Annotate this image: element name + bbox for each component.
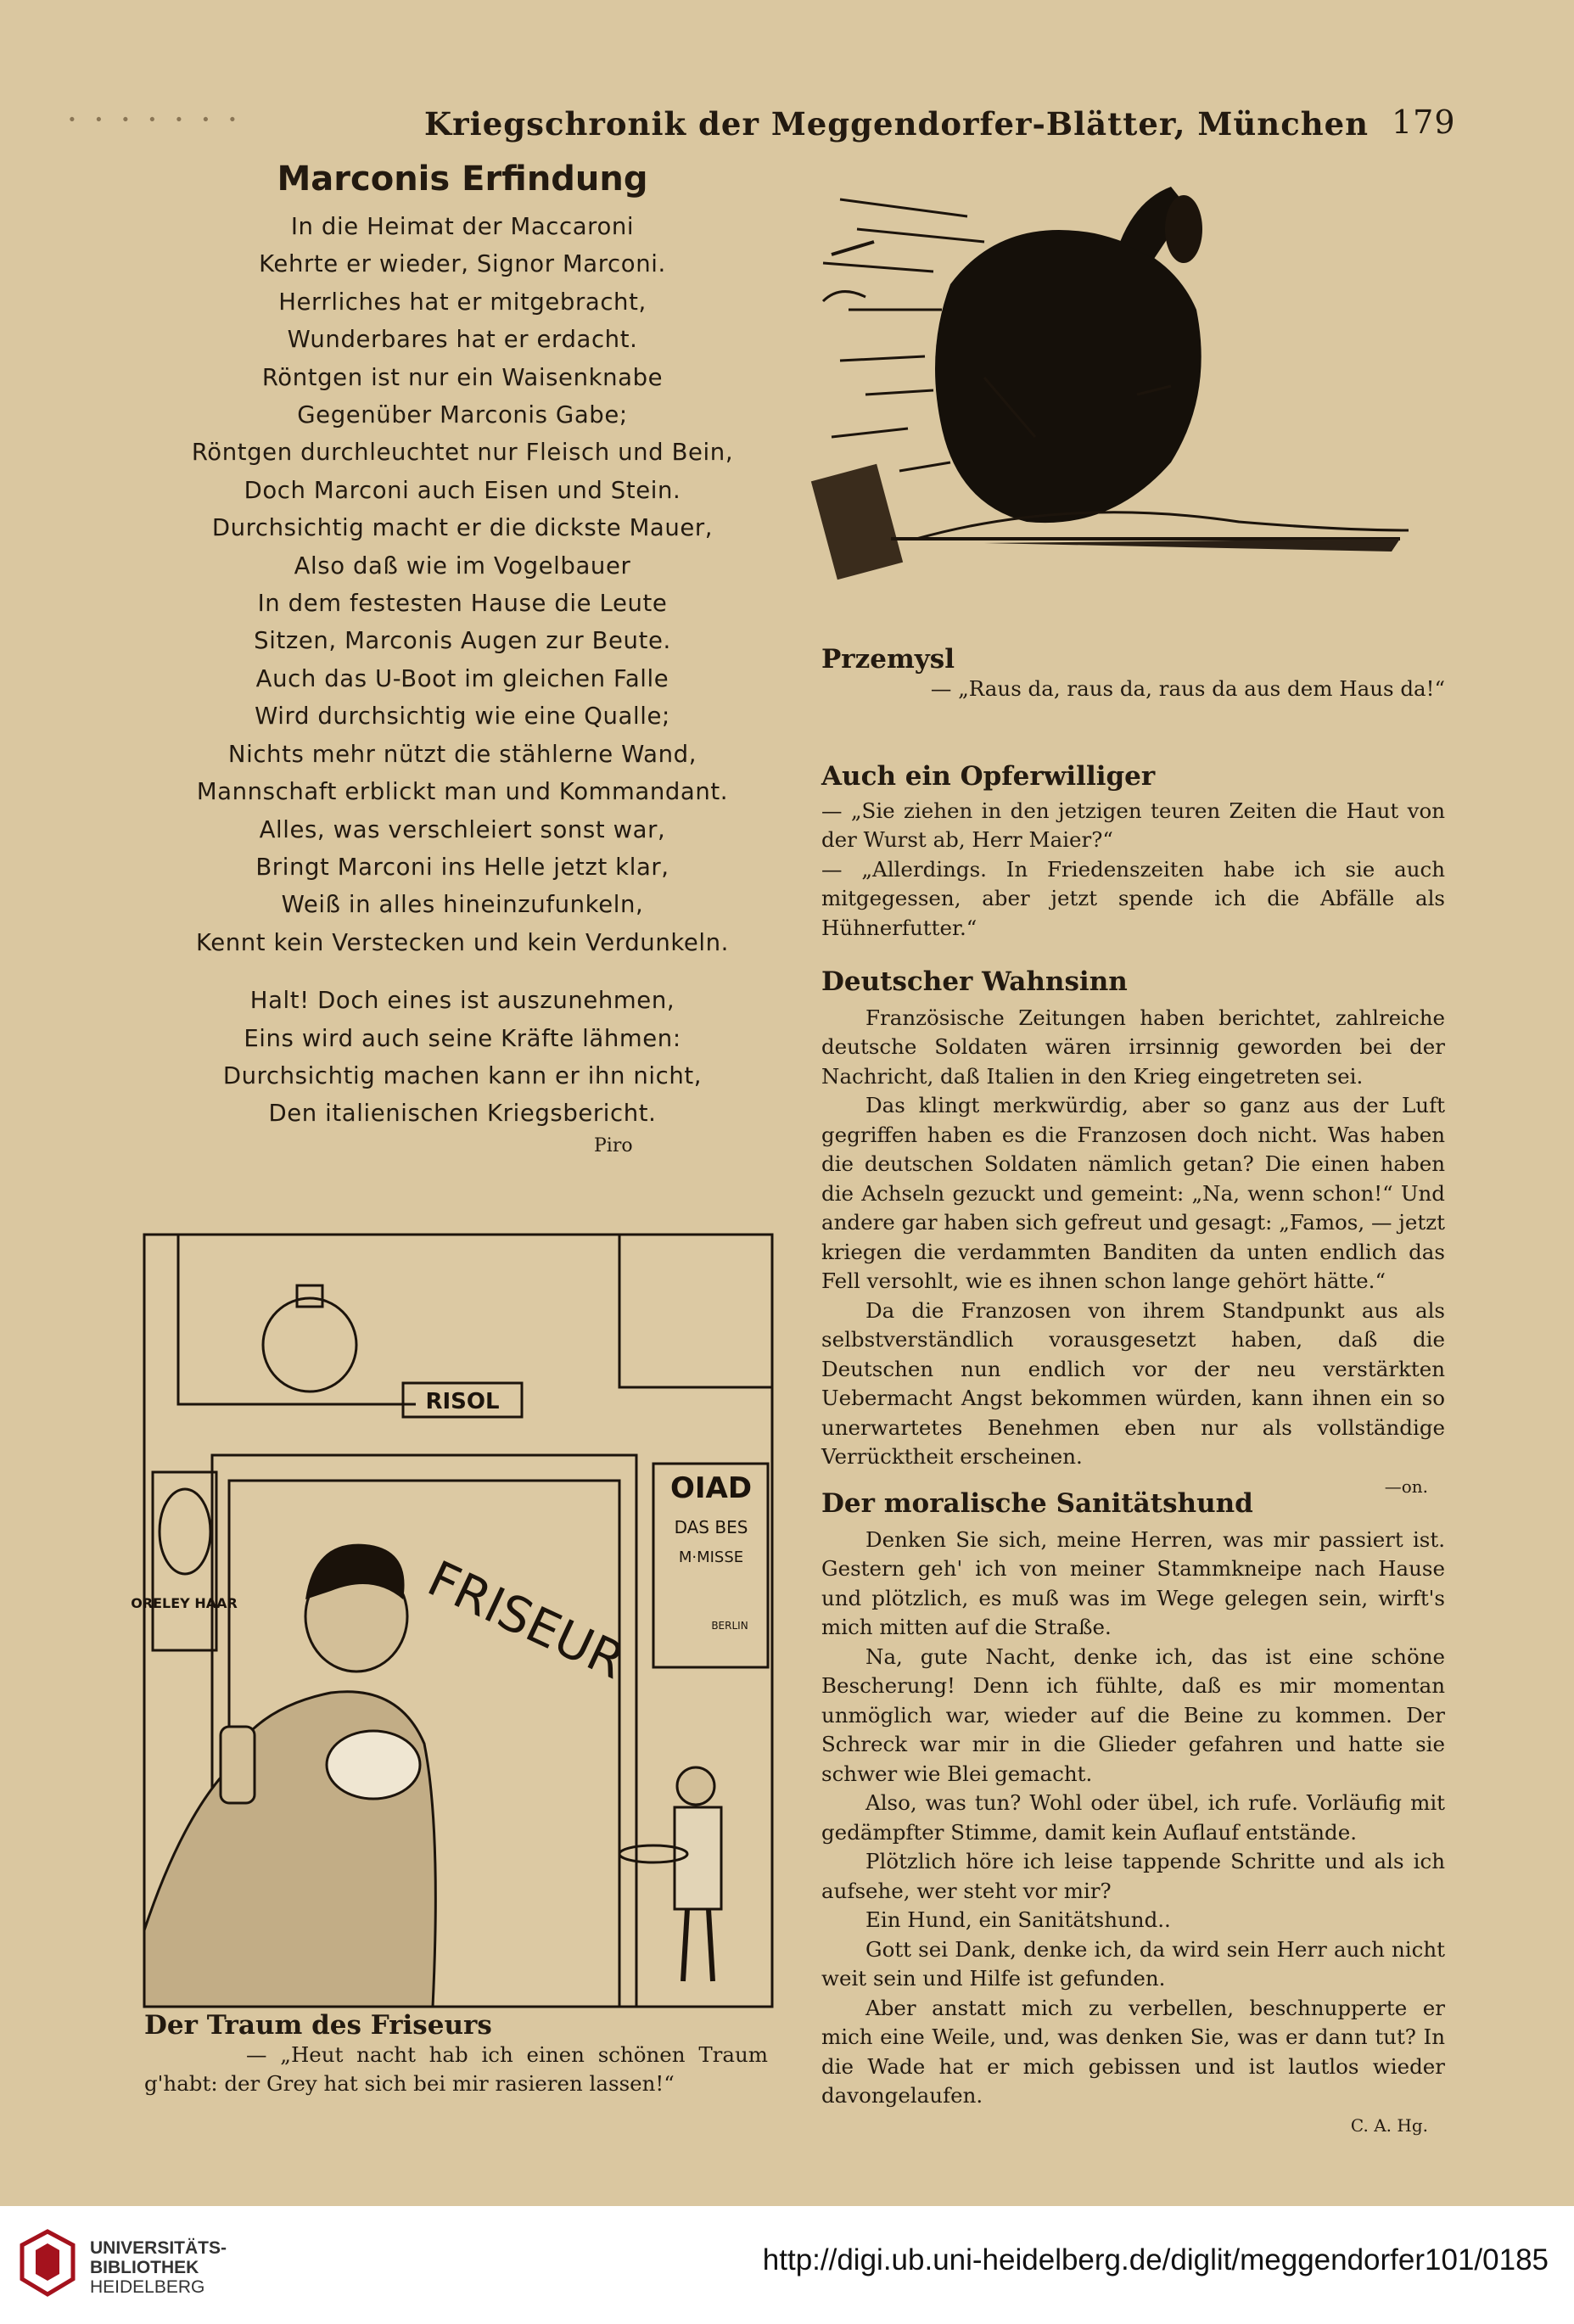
poem-line: Wird durchsichtig wie eine Qualle; bbox=[255, 703, 670, 731]
library-name bbox=[90, 2238, 227, 2297]
poem-stanza-2 bbox=[165, 982, 759, 1133]
poem-author: Piro bbox=[594, 1135, 633, 1156]
poster-right-title: OIAD bbox=[669, 1471, 753, 1505]
sanitaetshund-p6: Gott sei Dank, denke ich, da wird sein Herr auch nicht weit sein und Hilfe ist gefunden. bbox=[821, 1936, 1445, 1991]
opferwilliger-q1: — „Sie ziehen in den jetzigen teuren Zeiten die Haut von der Wurst ab, Herr Maier?“ bbox=[821, 798, 1445, 852]
poem-line: Herrliches hat er mitgebracht, bbox=[278, 288, 647, 316]
poem-body bbox=[165, 208, 759, 1133]
friseur-illustration bbox=[131, 1235, 772, 2007]
running-title: Kriegschronik der Meggendorfer-Blätter, München bbox=[424, 105, 1370, 143]
door-text: FRISEUR bbox=[419, 1549, 634, 1691]
poem-line: Wunderbares hat er erdacht. bbox=[287, 326, 638, 354]
poem-line: Röntgen durchleuchtet nur Fleisch und Bein, bbox=[191, 439, 734, 467]
przemysl-illustration bbox=[815, 182, 1459, 649]
poem-line: Durchsichtig macht er die dickste Mauer, bbox=[211, 514, 714, 542]
przemysl-caption bbox=[821, 645, 1445, 703]
poem-line: Halt! Doch eines ist auszunehmen, bbox=[249, 987, 675, 1015]
poem-line: Doch Marconi auch Eisen und Stein. bbox=[244, 476, 681, 504]
friseur-caption bbox=[144, 2011, 768, 2099]
poem-line: Bringt Marconi ins Helle jetzt klar, bbox=[255, 853, 669, 881]
poem-line: Nichts mehr nützt die stählerne Wand, bbox=[227, 740, 697, 768]
poem-line: Den italienischen Kriegsbericht. bbox=[268, 1100, 657, 1128]
sanitaetshund-p5: Ein Hund, ein Sanitätshund.. bbox=[865, 1907, 1171, 1932]
friseur-quote: — „Heut nacht hab ich einen schönen Traum g'habt: der Grey hat sich bei mir rasieren lassen!“ bbox=[144, 2041, 768, 2096]
library-line-1: UNIVERSITÄTS- bbox=[90, 2238, 227, 2258]
poem-line: Durchsichtig machen kann er ihn nicht, bbox=[222, 1061, 703, 1089]
article-opferwilliger bbox=[821, 762, 1445, 943]
sanitaetshund-p1: Denken Sie sich, meine Herren, was mir passiert ist. Gestern geh' ich von meiner Stammkneipe nach Hause und plötzlich, es muß was im Wege gelegen sein, wirft's mich mitten auf die Straße. bbox=[821, 1526, 1445, 1639]
wahnsinn-signature: —on. bbox=[1384, 1476, 1428, 1497]
sanitaetshund-p4: Plötzlich höre ich leise tappende Schritte und als ich aufsehe, wer steht vor mir? bbox=[821, 1849, 1445, 1903]
friseur-title: Der Traum des Friseurs bbox=[144, 2010, 492, 2041]
poster-right-line4: BERLIN bbox=[711, 1620, 748, 1632]
opferwilliger-title: Auch ein Opferwilliger bbox=[821, 761, 1156, 792]
risol-sign: RISOL bbox=[425, 1389, 500, 1414]
page-number: 179 bbox=[1392, 104, 1456, 141]
sanitaetshund-p3: Also, was tun? Wohl oder übel, ich rufe. Vorläufig mit gedämpfter Stimme, damit kein Auflauf entstände. bbox=[821, 1790, 1445, 1845]
sanitaetshund-signature-row bbox=[821, 2111, 1445, 2141]
header-ornament: · · · · · · · bbox=[68, 105, 242, 133]
wahnsinn-title: Deutscher Wahnsinn bbox=[821, 966, 1128, 997]
article-sanitaetshund bbox=[821, 1489, 1445, 2140]
poem-line: Also daß wie im Vogelbauer bbox=[294, 552, 631, 580]
poem-line: Weiß in alles hineinzufunkeln, bbox=[281, 891, 644, 919]
library-line-3: HEIDELBERG bbox=[90, 2277, 205, 2297]
wahnsinn-p2: Das klingt merkwürdig, aber so ganz aus der Luft gegriffen haben es die Franzosen doch nicht. Was haben die deutschen Soldaten nämlich getan? Die einen haben die Achseln gezuckt und gemeint: „Na, wenn schon!“ Und andere gar haben sich gefreut und gesagt: „Famos, — jetzt kriegen die verdammten Banditen da unten endlich das Fell versohlt, wie es ihnen schon lange gehört hätte.“ bbox=[821, 1093, 1445, 1293]
poem-line: Mannschaft erblickt man und Kommandant. bbox=[196, 778, 729, 806]
article-wahnsinn bbox=[821, 967, 1445, 1501]
sanitaetshund-title: Der moralische Sanitätshund bbox=[821, 1488, 1253, 1519]
poster-right-line2: DAS BES bbox=[674, 1517, 748, 1537]
poem-line: In die Heimat der Maccaroni bbox=[290, 213, 635, 240]
sanitaetshund-signature: C. A. Hg. bbox=[1350, 2114, 1428, 2136]
poem-line: Röntgen ist nur ein Waisenknabe bbox=[261, 363, 664, 391]
poem-stanza-1 bbox=[165, 208, 759, 961]
wahnsinn-p3: Da die Franzosen von ihrem Standpunkt aus als selbstverständlich vorausgesetzt haben, daß die Deutschen nun endlich vor der neu verstärkten Uebermacht Angst bekommen würden, kann ihnen ein so unerwartetes Benehmen eben nur als vollständige Verrücktheit erscheinen. bbox=[821, 1297, 1445, 1469]
poem-line: Gegenüber Marconis Gabe; bbox=[297, 401, 628, 429]
poem-line: Eins wird auch seine Kräfte lähmen: bbox=[244, 1024, 681, 1052]
poem-title: Marconis Erfindung bbox=[277, 160, 648, 199]
university-seal-icon bbox=[19, 2230, 76, 2296]
wahnsinn-p1: Französische Zeitungen haben berichtet, zahlreiche deutsche Soldaten wären irrsinnig geworden bei der Nachricht, daß Italien in den Krieg eingetreten sei. bbox=[821, 1005, 1445, 1089]
library-line-2: BIBLIOTHEK bbox=[90, 2258, 199, 2277]
poem-line: Alles, was verschleiert sonst war, bbox=[259, 815, 666, 843]
opferwilliger-q2: — „Allerdings. In Friedenszeiten habe ich sie auch mitgegessen, aber jetzt spende ich die Abfälle als Hühnerfutter.“ bbox=[821, 856, 1445, 940]
przemysl-quote: — „Raus da, raus da, raus da aus dem Haus da!“ bbox=[930, 675, 1445, 701]
poster-right-line3: M·MISSE bbox=[678, 1548, 744, 1566]
library-footer bbox=[0, 2206, 1574, 2324]
digital-library-url[interactable]: http://digi.ub.uni-heidelberg.de/diglit/meggendorfer101/0185 bbox=[762, 2243, 1549, 2276]
poem-line: In dem festesten Hause die Leute bbox=[257, 590, 668, 618]
dark-figure bbox=[935, 230, 1202, 523]
przemysl-title: Przemysl bbox=[821, 644, 955, 675]
poem-line: Kennt kein Verstecken und kein Verdunkeln. bbox=[195, 928, 730, 956]
poster-left-text: ORELEY HAAR bbox=[131, 1595, 238, 1611]
sanitaetshund-p7: Aber anstatt mich zu verbellen, beschnupperte er mich eine Weile, und, was denken Sie, was er dann tut? In die Wade hat er mich gebissen und ist lautlos wieder davongelaufen. bbox=[821, 1995, 1445, 2108]
poem-line: Auch das U-Boot im gleichen Falle bbox=[255, 664, 669, 692]
poem-line: Sitzen, Marconis Augen zur Beute. bbox=[254, 627, 671, 655]
poem-line: Kehrte er wieder, Signor Marconi. bbox=[259, 250, 666, 278]
running-header bbox=[0, 100, 1574, 151]
sanitaetshund-p2: Na, gute Nacht, denke ich, das ist eine schöne Bescherung! Denn ich fühlte, daß es mir momentan unmöglich war, wieder auf die Beine zu kommen. Der Schreck war mir in die Glieder gefahren und hatte sie schwer wie Blei gemacht. bbox=[821, 1644, 1445, 1786]
